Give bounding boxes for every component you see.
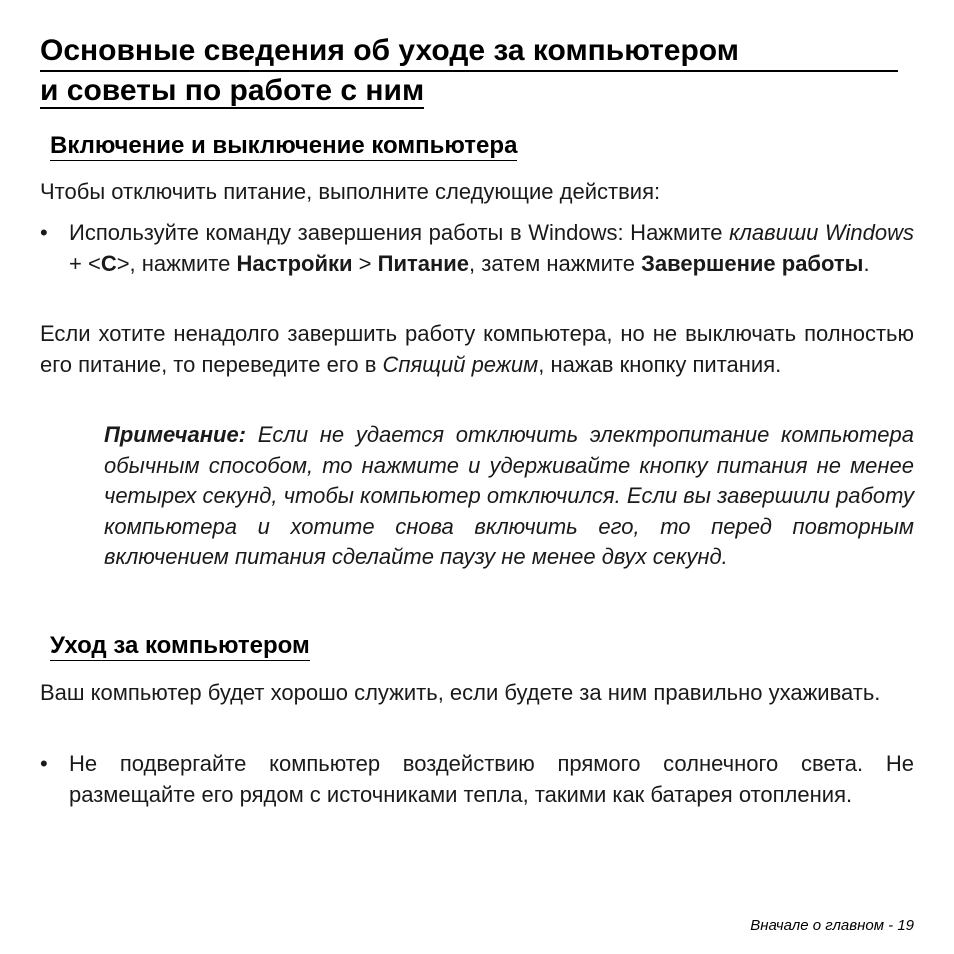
list-item-text: Не подвергайте компьютер воздействию прямого солнечного света. Не размещайте его рядом с источниками тепла, такими как батарея отопления. — [69, 751, 914, 807]
page-title-line-1: Основные сведения об уходе за компьютером — [40, 32, 898, 72]
note-label: Примечание: — [104, 422, 247, 447]
care-intro-paragraph: Ваш компьютер будет хорошо служить, если будете за ним правильно ухаживать. — [40, 680, 881, 705]
list-item-text: Используйте команду завершения работы в Windows: Нажмите клавиши Windows + <C>, нажмите Настройки > Питание, затем нажмите Завершение работы. — [69, 220, 914, 276]
page-title-line-2: и советы по работе с ним — [40, 74, 425, 107]
page-title — [40, 32, 900, 110]
bullet-icon: • — [40, 751, 48, 776]
note-block — [104, 420, 914, 573]
list-item — [40, 218, 914, 279]
bullet-icon: • — [40, 220, 48, 245]
section-heading-care-text: Уход за компьютером — [50, 632, 310, 659]
section-heading-care — [50, 632, 310, 660]
section-heading-power — [50, 132, 517, 160]
power-intro-paragraph: Чтобы отключить питание, выполните следующие действия: — [40, 179, 661, 204]
sleep-mode-paragraph: Если хотите ненадолго завершить работу компьютера, но не выключать полностью его питание, то переведите его в Спящий режим, нажав кнопку питания. — [40, 321, 914, 377]
page-number: 19 — [897, 917, 914, 934]
note-text: Если не удается отключить электропитание компьютера обычным способом, то нажмите и удерживайте кнопку питания не менее четырех секунд, чтобы компьютер отключился. Если вы завершили работу компьютера и хотите снова включить его, то перед повторным включением питания сделайте паузу не менее двух секунд. — [104, 422, 914, 569]
page-footer — [750, 917, 914, 934]
list-item — [40, 749, 914, 810]
footer-text: Вначале о главном - — [750, 917, 898, 934]
section-heading-power-text: Включение и выключение компьютера — [50, 132, 518, 159]
